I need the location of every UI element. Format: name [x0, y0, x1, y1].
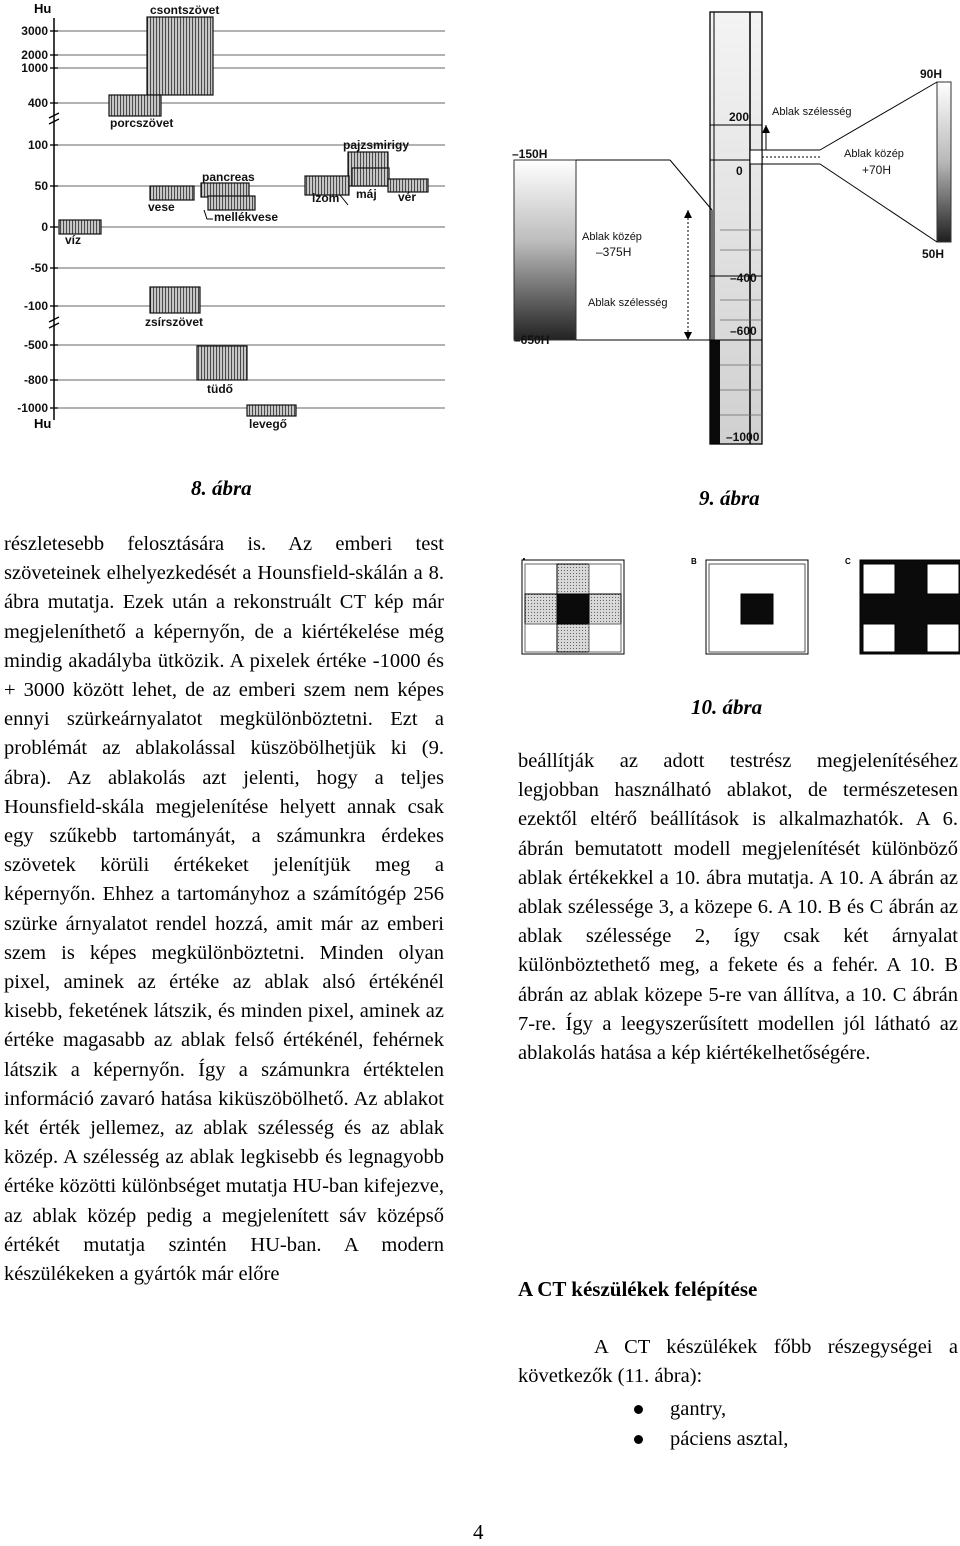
- bar-csontszovet: [147, 17, 213, 95]
- tick-label: 400: [27, 96, 48, 110]
- label-minus-400: –400: [730, 271, 757, 285]
- tissue-label: mellékvese: [214, 210, 279, 224]
- tissue-label: pancreas: [202, 170, 255, 184]
- figure-8-hounsfield-scale: [0, 0, 450, 440]
- label-ablak-kozep-bottom-value: –375H: [596, 245, 632, 259]
- component-list: [634, 1394, 954, 1454]
- tick-label: -800: [23, 373, 48, 387]
- figure-10-caption: 10. ábra: [691, 695, 763, 719]
- panel-b: [706, 560, 808, 654]
- axis-title-top: Hu: [34, 1, 52, 16]
- tissue-label: víz: [65, 233, 82, 247]
- bar-zsirszovet: [150, 287, 200, 313]
- tissue-label: vese: [148, 200, 175, 214]
- tissue-label: zsírszövet: [145, 315, 204, 329]
- tissue-label: porcszövet: [110, 116, 174, 130]
- bar-pancreas: [201, 183, 249, 197]
- label-minus-600: –600: [730, 324, 757, 338]
- tissue-label: csontszövet: [150, 3, 220, 17]
- body-text-left: részletesebb felosztására is. Az emberi test szöveteinek elhelyezkedését a Hounsfield-skálán a 8. ábra mutatja. Ezek után a rekonstruált CT kép már megjeleníthető a képernyőn, de a kiértékelése még mindig akadályba ütközik. A pixelek értéke -1000 és + 3000 között lehet, de az emberi szem nem képes ennyi szürkeárnyalatot megkülönböztetni. Ezt a problémát az ablakolással küszöbölhetjük ki (9. ábra). Az ablakolás azt jelenti, hogy a teljes Hounsfield-skála megjelenítése helyett annak csak egy szűkebb tartományát, a számunkra érdekes szövetek körüli értékeket jelenítjük meg a képernyőn. Ehhez a tartományhoz a számítógép 256 szürke árnyalatot rendel hozzá, amit már az emberi szem is képes megkülönböztetni. Minden olyan pixel, aminek az értéke az ablak alsó értékénél kisebb, feketének látszik, és minden pixel, aminek az értéke magasabb az ablak felső értékénél, fehérnek látszik a képernyőn. Így a számunkra értéktelen információ zavaró hatása kiküszöbölhető. Az ablakot két érték jellemez, az ablak szélesség és az ablak közép. A szélesség az ablak legkisebb és legnagyobb értéke közötti különbséget mutatja HU-ban kifejezve, az ablak közép pedig a megjelenített sáv középső értékét mutatja szintén HU-ban. A modern készülékeken a gyártók már előre: [4, 533, 444, 1286]
- label-ablak-kozep-bottom: Ablak közép: [582, 231, 642, 243]
- tick-label: 0: [41, 220, 48, 234]
- scale-black-band: [710, 340, 720, 444]
- bullet-icon: [634, 1435, 643, 1444]
- list-item: [634, 1424, 954, 1454]
- bullet-icon: [634, 1405, 643, 1414]
- tick-label: 1000: [21, 61, 48, 75]
- label-90h: 90H: [920, 67, 943, 81]
- tick-label: -1000: [17, 401, 48, 415]
- label-0: 0: [736, 164, 743, 178]
- bar-porcszovet: [109, 95, 161, 116]
- tissue-label: tüdő: [207, 382, 233, 396]
- figure-9-caption: 9. ábra: [699, 486, 760, 510]
- tick-label: 100: [27, 138, 48, 152]
- label-ablak-szelesseg-bottom: Ablak szélesség: [588, 297, 668, 309]
- panel-letter-b: B: [691, 557, 697, 566]
- tick-label: -500: [23, 338, 48, 352]
- tick-label: 2000: [21, 48, 48, 62]
- tick-label: 3000: [21, 24, 48, 38]
- section-intro: A CT készülékek főbb részegységei a következők (11. ábra):: [518, 1336, 958, 1388]
- panel-a: [522, 560, 624, 654]
- right-greyscale-bar: [937, 82, 951, 242]
- bar-mellekvese: [208, 196, 255, 210]
- label-minus-650h: –650H: [514, 333, 550, 347]
- page-number: 4: [473, 1520, 484, 1544]
- panel-c: [860, 560, 960, 654]
- tick-label: -50: [30, 261, 48, 275]
- tick-label: -100: [23, 299, 48, 313]
- list-item-text: páciens asztal,: [670, 1428, 789, 1450]
- label-200: 200: [729, 110, 750, 124]
- label-minus-1000: –1000: [726, 430, 760, 444]
- tissue-label: izom: [312, 191, 340, 205]
- panel-letter-c: C: [845, 557, 851, 566]
- bar-viz: [59, 220, 101, 234]
- figure-10-window-examples: [510, 552, 960, 662]
- bar-vese: [150, 186, 194, 200]
- bar-tudo: [197, 346, 247, 380]
- label-ablak-kozep-top: Ablak közép: [844, 148, 904, 160]
- axis-title-bottom: Hu: [34, 416, 52, 431]
- label-50h: 50H: [922, 247, 945, 261]
- list-item: [634, 1394, 954, 1424]
- tissue-label: pajzsmirigy: [343, 138, 410, 152]
- bar-maj: [352, 168, 389, 186]
- body-text-right: beállítják az adott testrész megjelenítéséhez legjobban használható ablakot, de természetesen ezektől eltérő beállítások is alkalmazhatók. A 6. ábrán bemutatott modell megjelenítését különböző ablak értékekkel a 10. ábra mutatja. A 10. A ábrán az ablak szélessége 3, a közepe 6. A 10. B és C ábrán az ablak szélessége 2, így csak két árnyalat különböztethető meg, a fekete és a fehér. A 10. B ábrán az ablak közepe 5-re van állítva, a 10. C ábrán 7-re. Így a leegyszerűsített modellen jól látható az ablakolás hatása a kép kiértékelhetőségére.: [518, 750, 958, 1065]
- tissue-label: levegő: [249, 417, 288, 431]
- figure-9-windowing-diagram: [500, 0, 960, 460]
- tick-label: 50: [34, 179, 48, 193]
- figure-8-caption: 8. ábra: [191, 476, 252, 500]
- tissue-label: vér: [398, 190, 417, 204]
- label-ablak-kozep-top-value: +70H: [862, 163, 892, 177]
- tissue-label: máj: [356, 187, 377, 201]
- label-minus-150h: –150H: [512, 147, 548, 161]
- bar-levego: [247, 405, 296, 416]
- label-ablak-szelesseg-top: Ablak szélesség: [772, 106, 852, 118]
- section-heading: A CT készülékek felépítése: [518, 1277, 758, 1301]
- left-greyscale-bar: [514, 160, 576, 340]
- list-item-text: gantry,: [670, 1398, 727, 1420]
